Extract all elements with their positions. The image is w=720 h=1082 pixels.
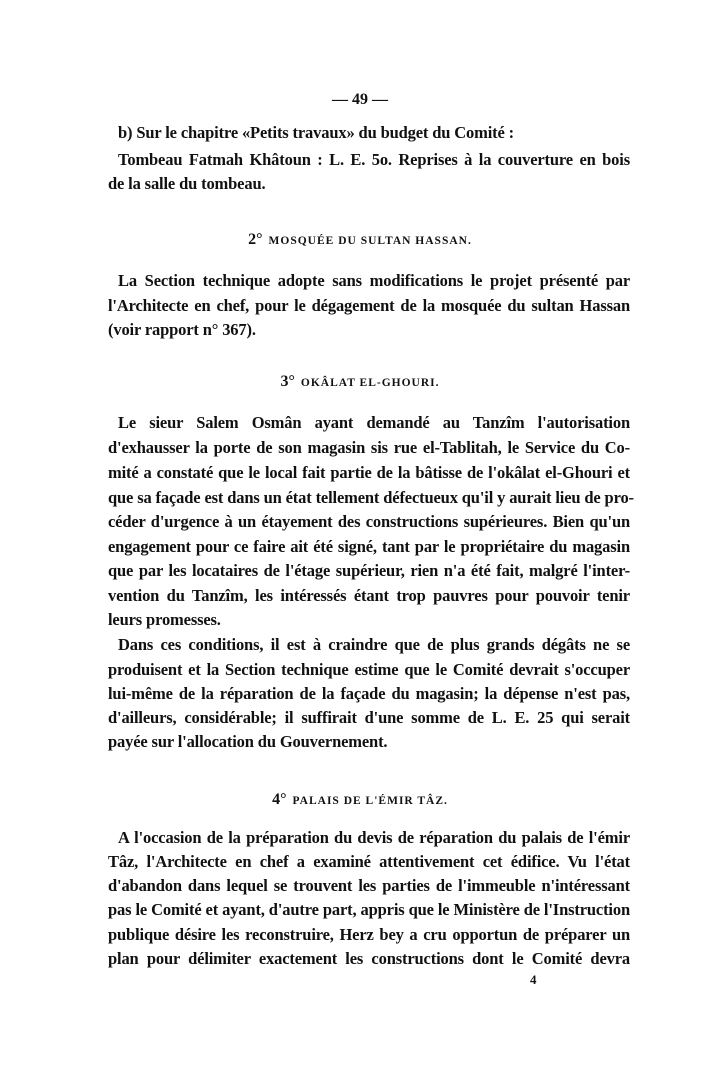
paragraph-line: mité a constaté que le local fait partie de la bâtisse de l'okâlat el-Ghouri et <box>108 463 630 482</box>
section-number: 4° <box>272 791 287 808</box>
paragraph-line: Le sieur Salem Osmân ayant demandé au Tanzîm l'autorisation <box>118 413 630 432</box>
paragraph-line: (voir rapport n° 367). <box>108 320 256 339</box>
paragraph-line: céder d'urgence à un étayement des constructions supérieures. Bien qu'un <box>108 512 630 531</box>
paragraph-line: que par les locataires de l'étage supérieur, rien n'a été fait, malgré l'inter- <box>108 561 630 580</box>
paragraph-line: Tâz, l'Architecte en chef a examiné attentivement cet édifice. Vu l'état <box>108 852 630 871</box>
section-title: MOSQUÉE DU SULTAN HASSAN. <box>268 235 472 247</box>
paragraph-line: l'Architecte en chef, pour le dégagement de la mosquée du sultan Hassan <box>108 296 630 315</box>
paragraph-line: d'abandon dans lequel se trouvent les parties de l'immeuble n'intéressant <box>108 876 630 895</box>
paragraph-line: plan pour délimiter exactement les constructions dont le Comité devra <box>108 949 630 968</box>
paragraph-line: leurs promesses. <box>108 610 221 629</box>
signature-mark: 4 <box>530 972 537 987</box>
section-number: 3° <box>280 373 295 390</box>
paragraph-line: produisent et la Section technique estime que le Comité devrait s'occuper <box>108 660 630 679</box>
paragraph-line: engagement pour ce faire ait été signé, tant par le propriétaire du magasin <box>108 537 630 556</box>
section-title: OKÂLAT EL-GHOURI. <box>300 377 440 389</box>
paragraph-line: Tombeau Fatmah Khâtoun : L. E. 5o. Reprises à la couverture en bois <box>118 150 630 169</box>
paragraph-line: Dans ces conditions, il est à craindre que de plus grands dégâts ne se <box>118 635 630 654</box>
paragraph-line: pas le Comité et ayant, d'autre part, appris que le Ministère de l'Instruction <box>108 900 630 919</box>
paragraph-line: publique désire les reconstruire, Herz bey a cru opportun de préparer un <box>108 925 630 944</box>
page-number: — 49 — <box>332 91 388 108</box>
paragraph-line: b) Sur le chapitre «Petits travaux» du budget du Comité : <box>118 123 515 142</box>
paragraph-line: que sa façade est dans un état tellement défectueux qu'il y aurait lieu de pro- <box>108 488 634 507</box>
paragraph-line: payée sur l'allocation du Gouvernement. <box>108 732 388 751</box>
paragraph-line: vention du Tanzîm, les intéressés étant trop pauvres pour pouvoir tenir <box>108 586 630 605</box>
section-heading <box>0 371 720 393</box>
paragraph-line: lui-même de la réparation de la façade du magasin; la dépense n'est pas, <box>108 684 630 703</box>
section-title: PALAIS DE L'ÉMIR TÂZ. <box>292 795 448 807</box>
section-heading <box>0 789 720 811</box>
paragraph-line: A l'occasion de la préparation du devis de réparation du palais de l'émir <box>118 828 630 847</box>
paragraph-line: de la salle du tombeau. <box>108 174 266 193</box>
paragraph-line: d'exhausser la porte de son magasin sis rue el-Tablitah, le Service du Co- <box>108 438 630 457</box>
paragraph-line: La Section technique adopte sans modifications le projet présenté par <box>118 271 630 290</box>
paragraph-line: d'ailleurs, considérable; il suffirait d'une somme de L. E. 25 qui serait <box>108 708 630 727</box>
section-number: 2° <box>248 231 263 248</box>
section-heading <box>0 229 720 251</box>
